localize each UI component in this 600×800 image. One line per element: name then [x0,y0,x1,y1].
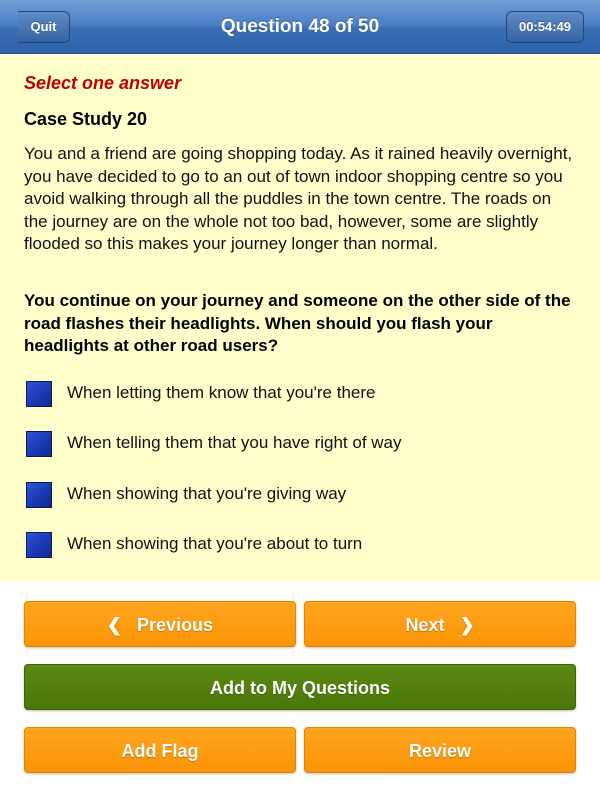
answer-option-1[interactable] [24,375,576,415]
review-label: Review [408,741,472,761]
previous-button[interactable] [24,601,296,647]
page-title: Question 48 of 50 [220,16,380,37]
answer-checkbox[interactable] [26,431,52,457]
answer-option-4[interactable] [24,526,576,566]
previous-button-label: Previous [137,615,214,635]
answer-label: When telling them that you have right of way [67,433,402,452]
answer-label: When showing that you're about to turn [67,534,363,553]
answer-checkbox[interactable] [26,381,52,407]
instruction-text: Select one answer [24,73,182,93]
chevron-left-icon: ❮ [106,615,123,635]
quit-button[interactable] [18,11,70,43]
answer-label: When showing that you're giving way [67,484,347,503]
answer-label: When letting them know that you're there [67,383,376,402]
answer-checkbox[interactable] [26,482,52,508]
case-study-title: Case Study 20 [24,109,148,129]
question-prompt: You continue on your journey and someone on the other side of the road flashes their headlights. When should you flash your headlights at other road users? [24,291,571,355]
next-button[interactable] [304,601,576,647]
answer-option-2[interactable] [24,425,576,465]
case-study-text: You and a friend are going shopping today. As it rained heavily overnight, you have decided to go to an out of town indoor shopping centre so you avoid walking through all the puddles in the town centre. The roads on the journey are on the whole not too bad, however, some are slightly flooded so this makes your journey longer than normal. [24,144,573,254]
add-flag-label: Add Flag [121,741,199,761]
review-button[interactable] [304,727,576,773]
quit-button-label: Quit [30,19,57,34]
navbar [0,0,600,54]
question-panel [0,55,600,581]
add-to-my-questions-button[interactable] [24,664,576,710]
next-button-label: Next [405,615,445,635]
add-flag-button[interactable] [24,727,296,773]
answer-option-3[interactable] [24,476,576,516]
add-to-my-questions-label: Add to My Questions [210,678,390,698]
timer-display: 00:54:49 [506,11,584,43]
chevron-right-icon: ❯ [459,615,475,635]
answer-checkbox[interactable] [26,532,52,558]
